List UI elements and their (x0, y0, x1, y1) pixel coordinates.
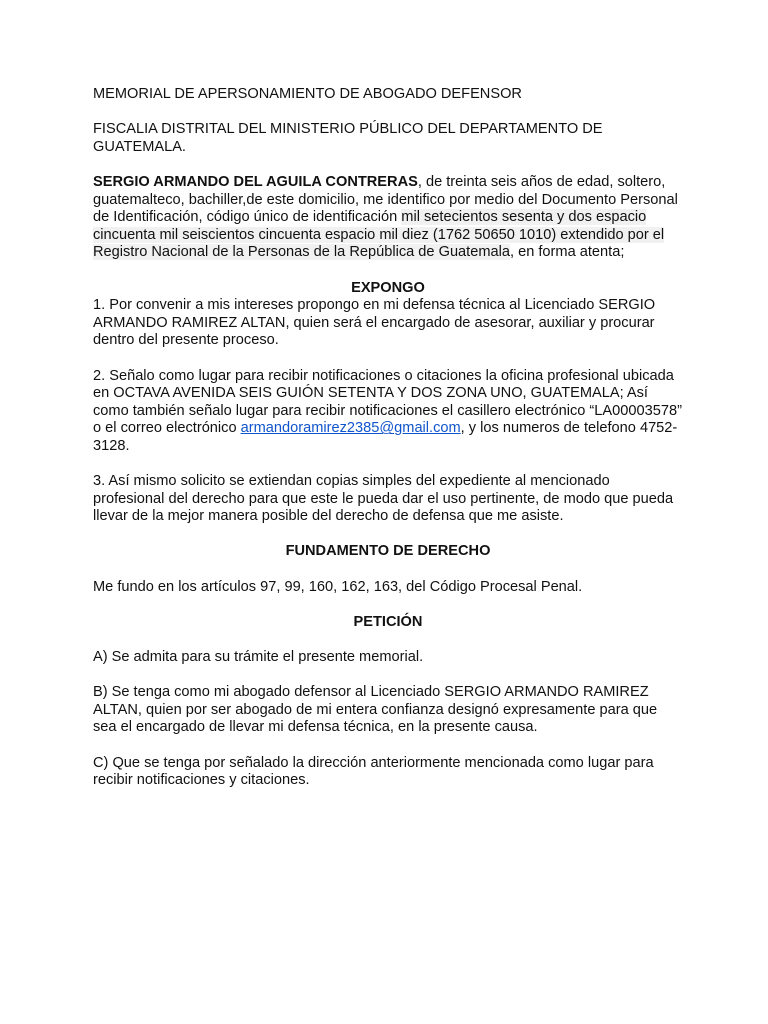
peticion-item-a: A) Se admita para su trámite el presente memorial. (93, 649, 424, 665)
fundamento-text: Me fundo en los artículos 97, 99, 160, 162, 163, del Código Procesal Penal. (93, 578, 583, 595)
intro-highlighted-id: mil setecientos sesenta y dos espacio cincuenta mil seiscientos cincuenta espacio mil diez (1762 50650 1010) extendido por el Registro Nacional de la Personas de la República de Guatemala (93, 209, 665, 261)
peticion-item-b: B) Se tenga como mi abogado defensor al Licenciado SERGIO ARMANDO RAMIREZ ALTAN, quien por ser abogado de mi entera confianza designó expresamente para que sea el encargado de llevar mi defensa técnica, en la presente causa. (93, 684, 658, 736)
expongo-item-1: 1. Por convenir a mis intereses propongo en mi defensa técnica al Licenciado SERGIO ARMANDO RAMIREZ ALTAN, quien será el encargado de asesorar, auxiliar y procurar dentro del presente proceso. (93, 297, 656, 349)
heading-fundamento: FUNDAMENTO DE DERECHO (285, 543, 491, 560)
expongo-item-2 (93, 368, 683, 456)
expongo-item-2-text: 2. Señalo como lugar para recibir notificaciones o citaciones la oficina profesional ubicada en OCTAVA AVENIDA SEIS GUIÓN SETENTA Y DOS ZONA UNO, GUATEMALA; Así como también señalo lugar para recibir notificaciones el casillero electrónico “LA00003578” o el correo electrónico (93, 367, 682, 437)
heading-expongo: EXPONGO (351, 279, 425, 296)
heading-peticion: PETICIÓN (353, 613, 423, 630)
expongo-item-3: 3. Así mismo solicito se extiendan copias simples del expediente al mencionado profesional del derecho para que este le pueda dar el uso pertinente, de modo que pueda llevar de la mejor manera posible del derecho de defensa que me asiste. (93, 473, 674, 525)
defendant-name: SERGIO ARMANDO DEL AGUILA CONTRERAS (93, 173, 418, 190)
intro-text-start: , de treinta seis años de edad, soltero, guatemalteco, bachiller,de este domicilio, me identifico por medio del Documento Personal de Identificación, código único de identificación (93, 173, 678, 226)
intro-paragraph (93, 174, 683, 262)
email-link[interactable]: armandoramirez2385@gmail.com (240, 420, 461, 437)
expongo-item-2-phone: , y los numeros de telefono 4752-3128. (93, 420, 678, 454)
document-title: MEMORIAL DE APERSONAMIENTO DE ABOGADO DEFENSOR (93, 86, 522, 102)
peticion-item-c: C) Que se tenga por señalado la dirección anteriormente mencionada como lugar para recibir notificaciones y citaciones. (93, 754, 654, 789)
document-page (93, 86, 683, 807)
intro-text-end: , en forma atenta; (509, 244, 625, 261)
recipient-line: FISCALIA DISTRITAL DEL MINISTERIO PÚBLICO DEL DEPARTAMENTO DE GUATEMALA. (93, 121, 603, 155)
